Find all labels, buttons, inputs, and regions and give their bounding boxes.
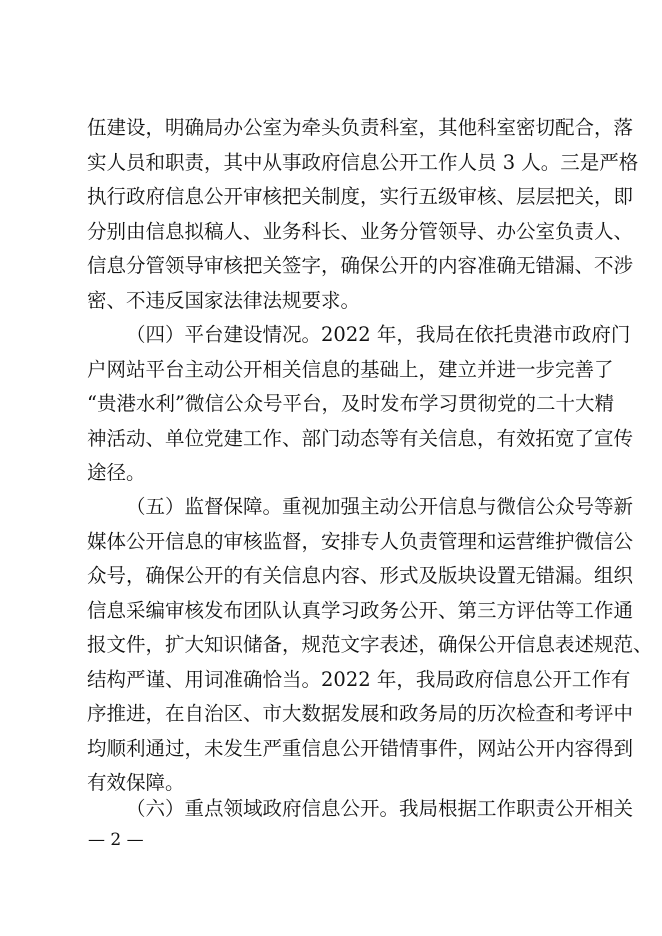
- text-line: （五）监督保障。重视加强主动公开信息与微信公众号等新: [126, 495, 634, 518]
- text-line: 密、不违反国家法律法规要求。: [87, 288, 361, 312]
- paragraph-key-areas: [87, 792, 634, 827]
- text-line: 结构严谨、用词准确恰当。2022 年，我局政府信息公开工作有: [87, 667, 631, 691]
- text-line: 报文件，扩大知识储备，规范文字表述，确保公开信息表述规范、: [87, 633, 653, 656]
- text-line: 途径。: [87, 461, 146, 484]
- text-line: 媒体公开信息的审核监督，安排专人负责管理和运营维护微信公: [87, 529, 634, 553]
- paragraph-supervision: [87, 490, 653, 801]
- text-line: 均顺利通过，未发生严重信息公开错情事件，网站公开内容得到: [87, 736, 634, 760]
- page-number: — 2 —: [88, 830, 144, 850]
- paragraph-platform-building: [87, 318, 634, 491]
- text-line: 信息分管领导审核把关签字，确保公开的内容准确无错漏、不涉: [87, 254, 634, 277]
- text-line: 户网站平台主动公开相关信息的基础上，建立并进一步完善了: [87, 357, 614, 381]
- text-line: 执行政府信息公开审核把关制度，实行五级审核、层层把关，即: [87, 185, 634, 208]
- text-line: 序推进，在自治区、市大数据发展和政务局的历次检查和考评中: [87, 702, 634, 725]
- text-line: （六）重点领域政府信息公开。我局根据工作职责公开相关: [126, 797, 634, 820]
- text-line: 有效保障。: [87, 771, 185, 794]
- paragraph-team-building: [87, 111, 639, 318]
- text-line: 伍建设，明确局办公室为牵头负责科室，其他科室密切配合，落: [87, 116, 634, 139]
- text-line: 神活动、单位党建工作、部门动态等有关信息，有效拓宽了宣传: [87, 426, 634, 450]
- text-line: 众号，确保公开的有关信息内容、形式及版块设置无错漏。组织: [87, 564, 634, 587]
- text-line: 信息采编审核发布团队认真学习政务公开、第三方评估等工作通: [87, 598, 634, 622]
- text-line: （四）平台建设情况。2022 年，我局在依托贵港市政府门: [126, 323, 631, 346]
- text-line: 实人员和职责，其中从事政府信息公开工作人员 3 人。三是严格: [87, 150, 639, 174]
- text-line: 分别由信息拟稿人、业务科长、业务分管领导、办公室负责人、: [87, 219, 634, 243]
- text-line: “贵港水利”微信公众号平台，及时发布学习贯彻党的二十大精: [87, 392, 614, 415]
